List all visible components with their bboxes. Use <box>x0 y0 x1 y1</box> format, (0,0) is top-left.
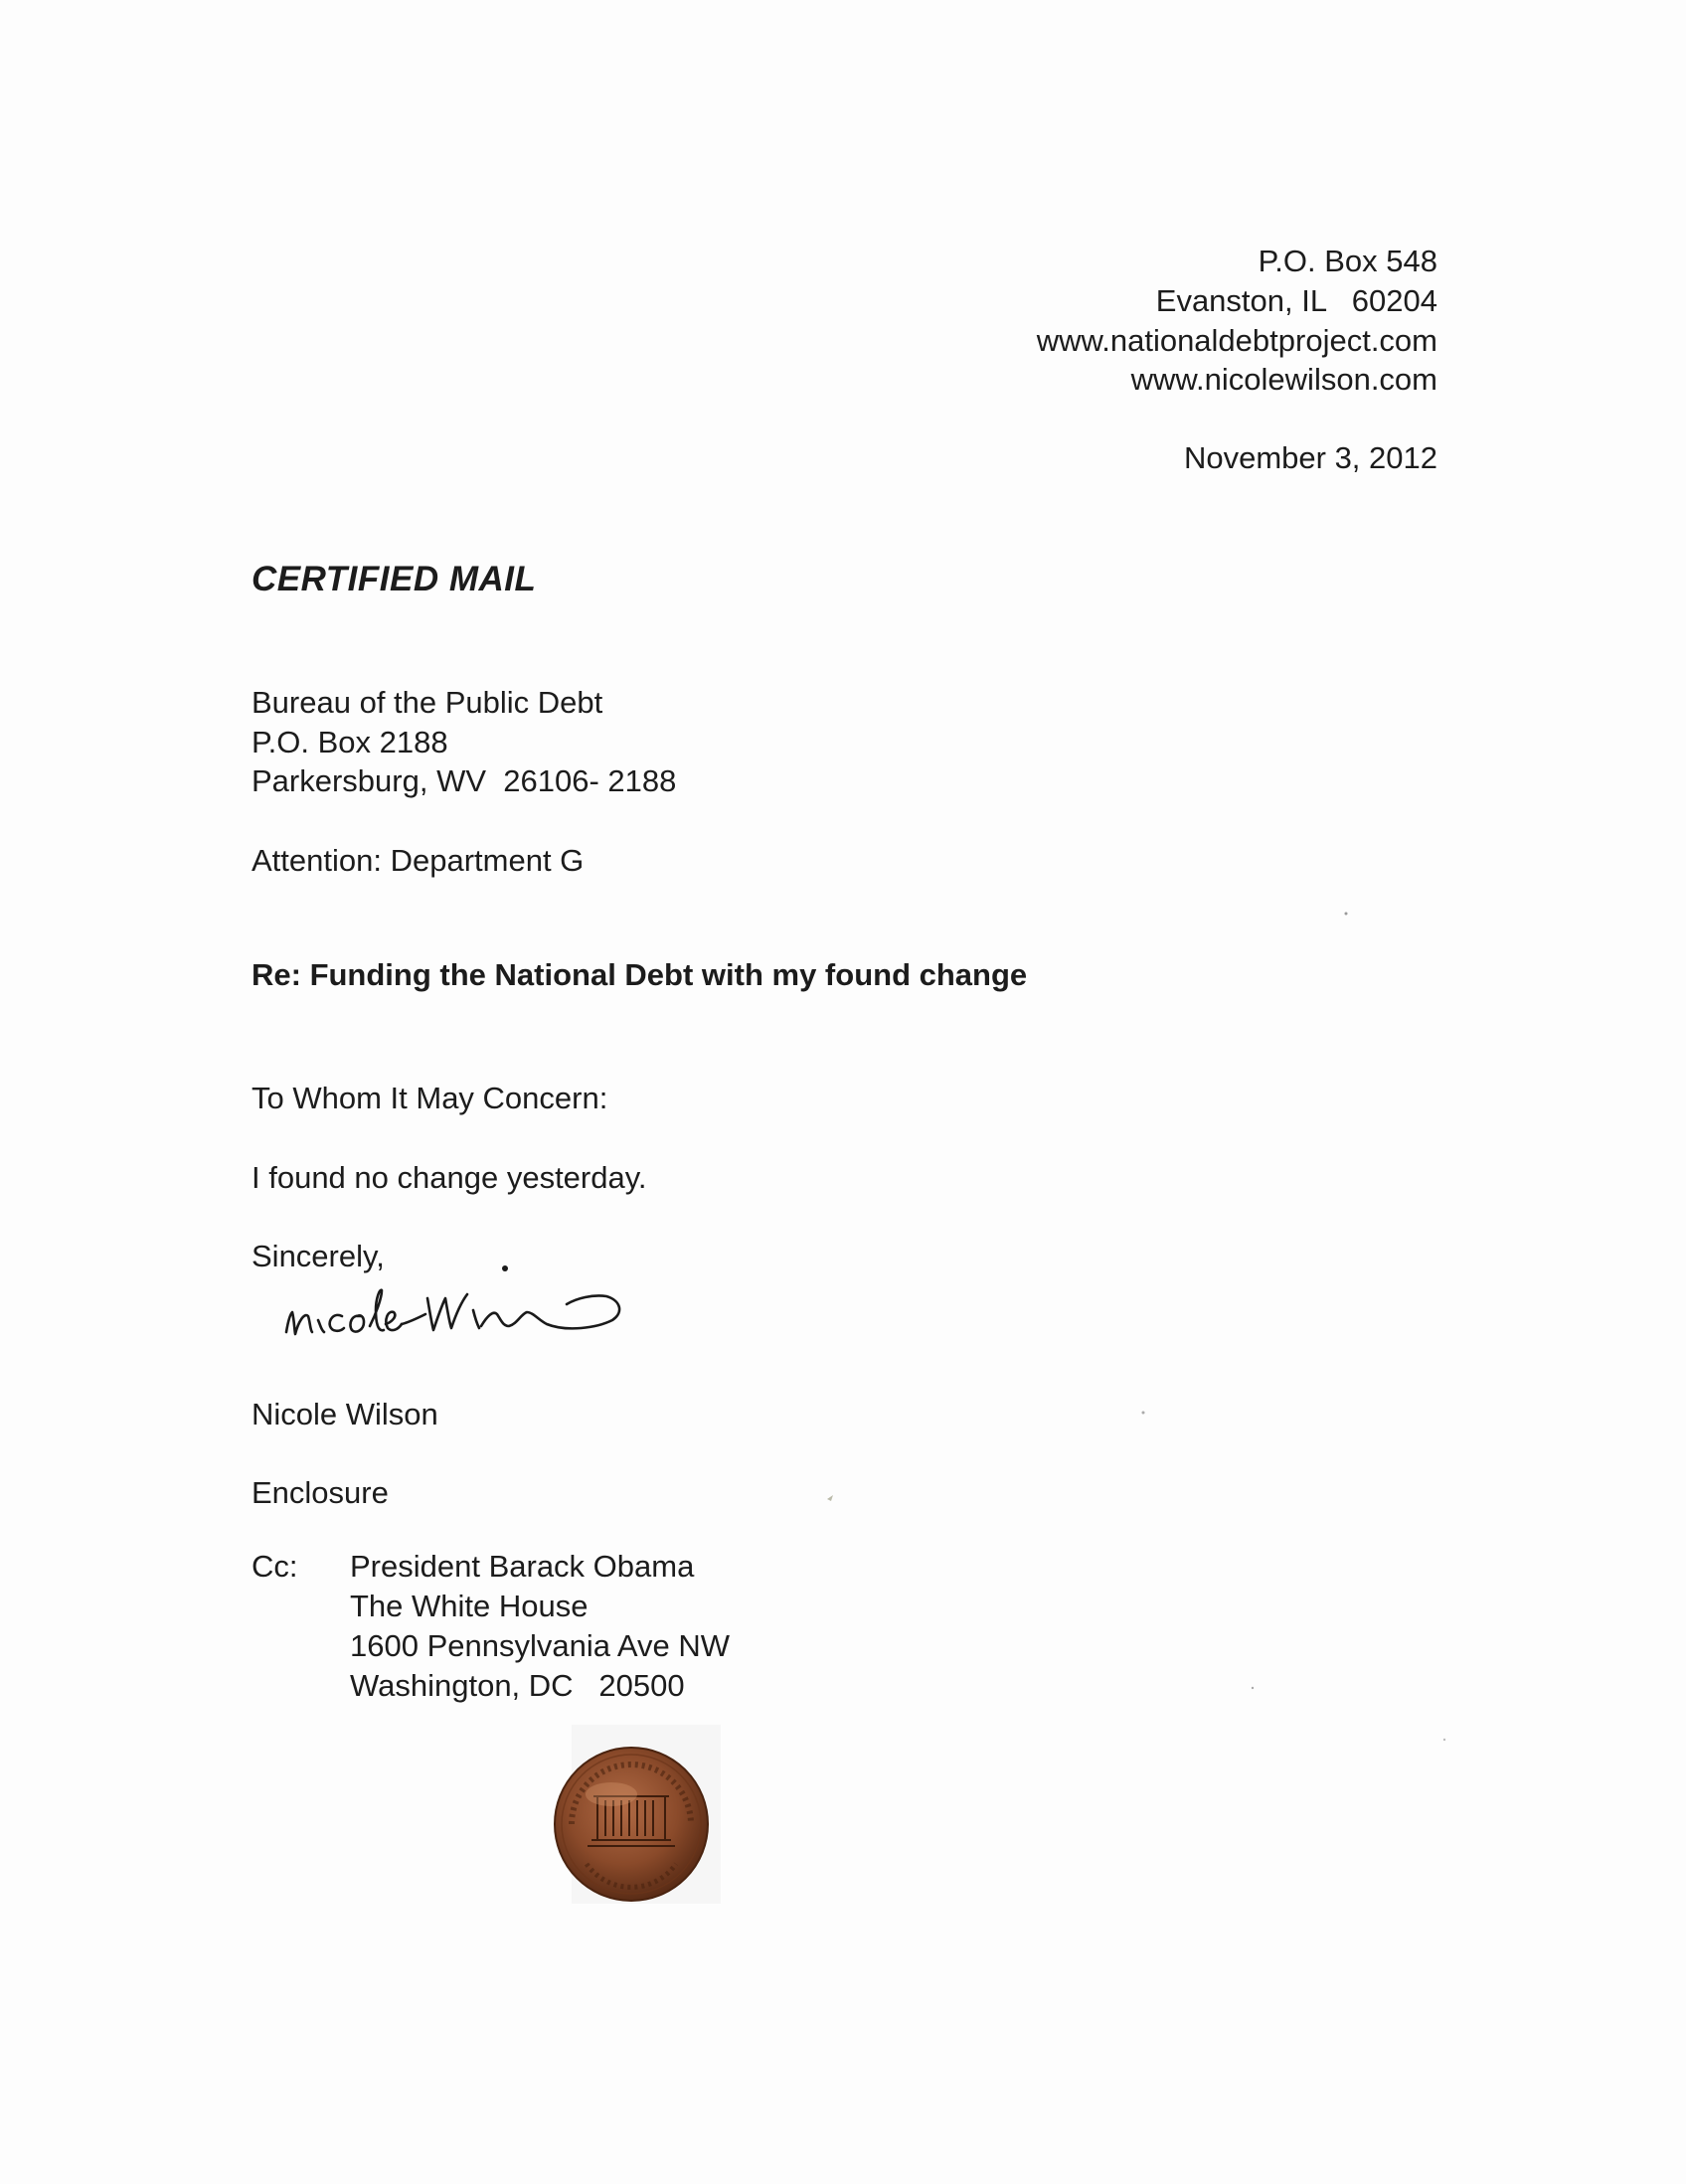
signer-name: Nicole Wilson <box>252 1397 438 1431</box>
cc-address-block <box>350 1547 730 1706</box>
salutation: To Whom It May Concern: <box>252 1081 608 1115</box>
enclosure-note: Enclosure <box>252 1475 389 1510</box>
cc-line: 1600 Pennsylvania Ave NW <box>350 1628 730 1663</box>
body-text: I found no change yesterday. <box>252 1160 647 1195</box>
sender-website-2: www.nicolewilson.com <box>1130 362 1437 397</box>
penny-coin-image <box>532 1725 731 1914</box>
subject-line: Re: Funding the National Debt with my found change <box>252 957 1028 992</box>
sender-city-line: Evanston, IL 60204 <box>1155 283 1437 318</box>
sender-website-1: www.nationaldebtproject.com <box>1036 323 1437 358</box>
recipient-po-box: P.O. Box 2188 <box>252 725 448 759</box>
cc-line: President Barack Obama <box>350 1549 695 1584</box>
recipient-city-line: Parkersburg, WV 26106- 2188 <box>252 763 677 798</box>
signature-image <box>278 1255 646 1364</box>
certified-mail-heading: CERTIFIED MAIL <box>252 560 537 598</box>
closing: Sincerely, <box>252 1239 385 1273</box>
cc-line: Washington, DC 20500 <box>350 1668 685 1703</box>
letter-date: November 3, 2012 <box>1183 440 1437 475</box>
cc-line: The White House <box>350 1589 589 1623</box>
recipient-name: Bureau of the Public Debt <box>252 685 603 720</box>
sender-po-box: P.O. Box 548 <box>1258 244 1437 278</box>
cc-label: Cc: <box>252 1549 298 1584</box>
attention-line: Attention: Department G <box>252 843 585 878</box>
